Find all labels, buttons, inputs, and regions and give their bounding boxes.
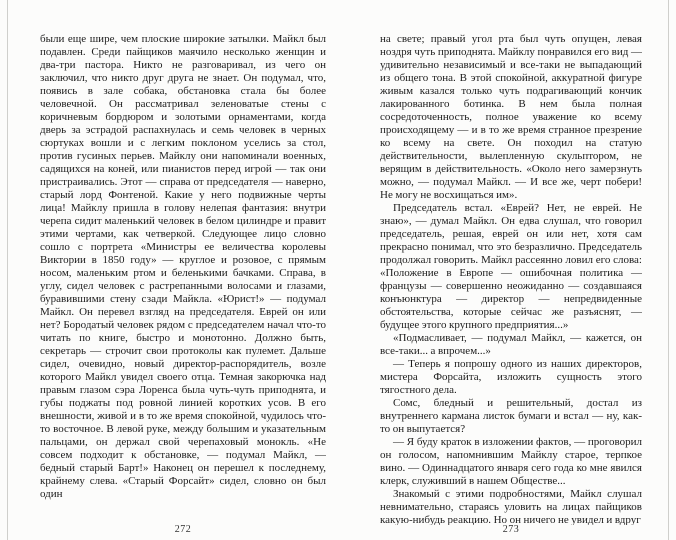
paragraph: «Подмасливает, — подумал Майкл, — кажется, он все-таки... а впрочем...» (380, 332, 642, 357)
right-page-text (380, 33, 642, 525)
left-page-number: 272 (174, 524, 192, 535)
paragraph: были еще шире, чем плоские широкие затылки. Майкл был подавлен. Среди пайщиков маячило несколько женщин и два-три пастора. Никто не разговаривал, из чего он заключил, что никто друг друга не знает. Он подумал, что, появись в зале собака, обстановка стала бы более человечной. Он рассматривал зеленоватые стены с коричневым бордюром и золотыми орнаментами, когда дверь за эстрадой распахнулась и семь человек в черных сюртуках вошли и с легким поклоном уселись за стол, против гусиных перьев. Майклу они напоминали военных, садящихся на коней, или пианистов перед игрой — так они пристраивались. Этот — справа от председателя — наверно, старый лорд Фонтеной. Какие у него подвижные черты лица! Майклу пришла в голову нелепая фантазия: внутри черепа сидит маленький человек в белом цилиндре и правит этими чертами, как четверкой. Следующее лицо словно сошло с портрета «Министры ее величества королевы Виктории в 1850 году» — круглое и розовое, с прямым носом, маленьким ртом и беленькими бачками. Справа, в углу, сидел человек с растрепанными волосами и глазами, буравившими стену сзади Майкла. «Юрист!» — подумал Майкл. Он перевел взгляд на председателя. Еврей он или нет? Бородатый человек рядом с председателем начал что-то читать по книге, быстро и монотонно. Должно быть, секретарь — строчит свои протоколы как пулемет. Дальше сидел, очевидно, новый директор-распорядитель, возле которого Майкл увидел своего отца. Темная закорючка над правым глазом сэра Лоренса была чуть-чуть приподнята, и губы поджаты под ровной линией коротких усов. В его внешности, живой и в то же время спокойной, чудилось что-то восточное. В левой руке, между большим и указательным пальцами, он держал свой черепаховый монокль. «Не совсем подходит к обстановке, — подумал Майкл, — бедный старый Барт!» Наконец он перешел к последнему, крайнему слева. «Старый Форсайт» сидел, словно он был один (40, 33, 326, 500)
paragraph: на свете; правый угол рта был чуть опущен, левая ноздря чуть приподнята. Майклу понравился его вид — удивительно независимый и все-таки не выпадающий из общего тона. В этой спокойной, аккуратной фигуре живым казался только чуть подрагивающий кончик лакированного ботинка. В нем была полная сосредоточенность, полное уважение ко всему происходящему — и в то же время странное презрение ко всему на свете. Он походил на статую действительности, вылепленную скульптором, не верящим в действительность. «Около него замерзнуть можно, — подумал Майкл. — И все же, черт побери! Не могу не восхищаться им». (380, 33, 642, 201)
paragraph: Сомс, бледный и решительный, достал из внутреннего кармана листок бумаги и встал — ну, как-то он выпутается? (380, 397, 642, 435)
right-page (338, 0, 676, 540)
paragraph: — Теперь я попрошу одного из наших директоров, мистера Форсайта, изложить сущность этого тягостного дела. (380, 358, 642, 396)
paragraph: Знакомый с этими подробностями, Майкл слушал невнимательно, стараясь уловить на лицах пайщиков какую-нибудь реакцию. Но он ничего не увидел и вдруг (380, 488, 642, 525)
right-page-number: 273 (502, 524, 520, 535)
paragraph: Председатель встал. «Еврей? Нет, не еврей. Не знаю», — думал Майкл. Он едва слушал, что говорил председатель, решая, еврей он или нет, хотя сам прекрасно понимал, что это безразлично. Председатель продолжал говорить. Майкл рассеянно ловил его слова: «Положение в Европе — ошибочная политика — французы — совершенно неожиданно — создавшаяся конъюнктура — директор — непредвиденные обстоятельства, которые сейчас же разъяснят, — будущее этого крупного предприятия...» (380, 202, 642, 331)
left-page-text (40, 33, 326, 525)
paragraph: — Я буду краток в изложении фактов, — проговорил он голосом, напомнившим Майклу старое, терпкое вино. — Одиннадцатого января сего года ко мне явился клерк, служивший в нашем Обществе... (380, 436, 642, 487)
